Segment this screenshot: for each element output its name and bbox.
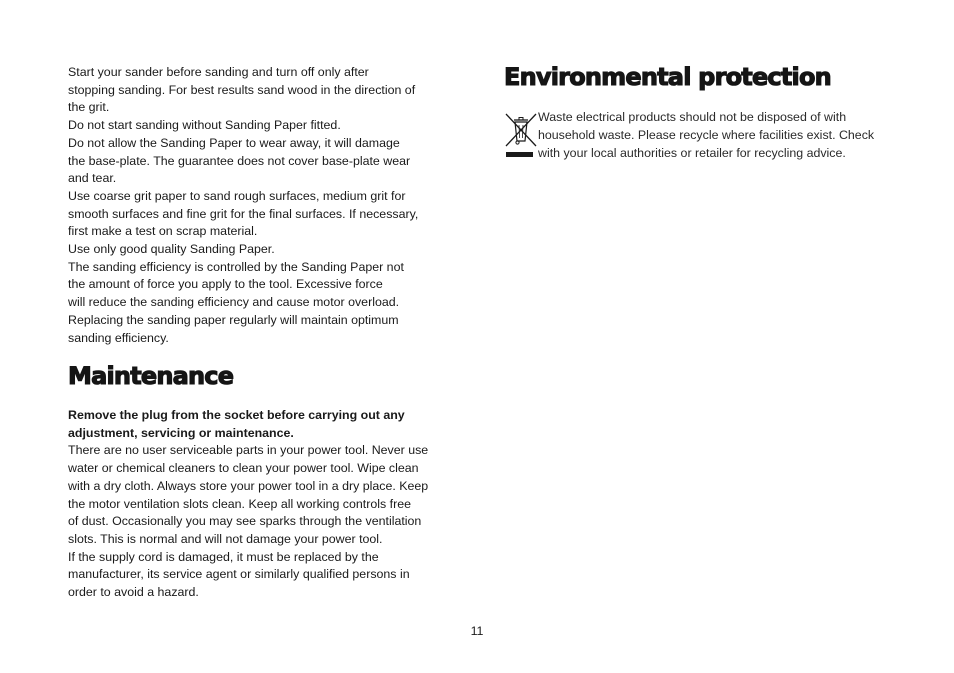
- left-column: [68, 64, 456, 347]
- maintenance-section: [68, 407, 460, 602]
- environmental-protection-heading: Environmental protection: [504, 63, 831, 91]
- sanding-instructions: Start your sander before sanding and turn off only after stopping sanding. For best results sand wood in the direction of the grit. Do not start sanding without Sanding Paper fitted. Do not allow the Sanding Paper to wear away, it will damage the base-plate. The guarantee does not cover base-plate wear and tear. Use coarse grit paper to sand rough surfaces, medium grit for smooth surfaces and fine grit for the final surfaces. If necessary, first make a test on scrap material. Use only good quality Sanding Paper. The sanding efficiency is controlled by the Sanding Paper not the amount of force you apply to the tool. Excessive force will reduce the sanding efficiency and cause motor overload. Replacing the sanding paper regularly will maintain optimum sanding efficiency.: [68, 65, 419, 345]
- page-number: 11: [470, 624, 484, 638]
- maintenance-warning: Remove the plug from the socket before carrying out any adjustment, servicing or maintenance.: [68, 408, 405, 440]
- maintenance-heading: Maintenance: [68, 362, 234, 390]
- crossed-out-wheelie-bin-icon: [504, 111, 538, 159]
- maintenance-body: There are no user serviceable parts in your power tool. Never use water or chemical cleaners to clean your power tool. Wipe clean with a dry cloth. Always store your power tool in a dry place. Keep the motor ventilation slots clean. Keep all working controls free of dust. Occasionally you may see sparks through the ventilation slots. This is normal and will not damage your power tool. If the supply cord is damaged, it must be replaced by the manufacturer, its service agent or similarly qualified persons in order to avoid a hazard.: [68, 443, 429, 600]
- environmental-protection-text: Waste electrical products should not be disposed of with household waste. Please recycle where facilities exist. Check with your local authorities or retailer for recycling advice.: [538, 110, 875, 160]
